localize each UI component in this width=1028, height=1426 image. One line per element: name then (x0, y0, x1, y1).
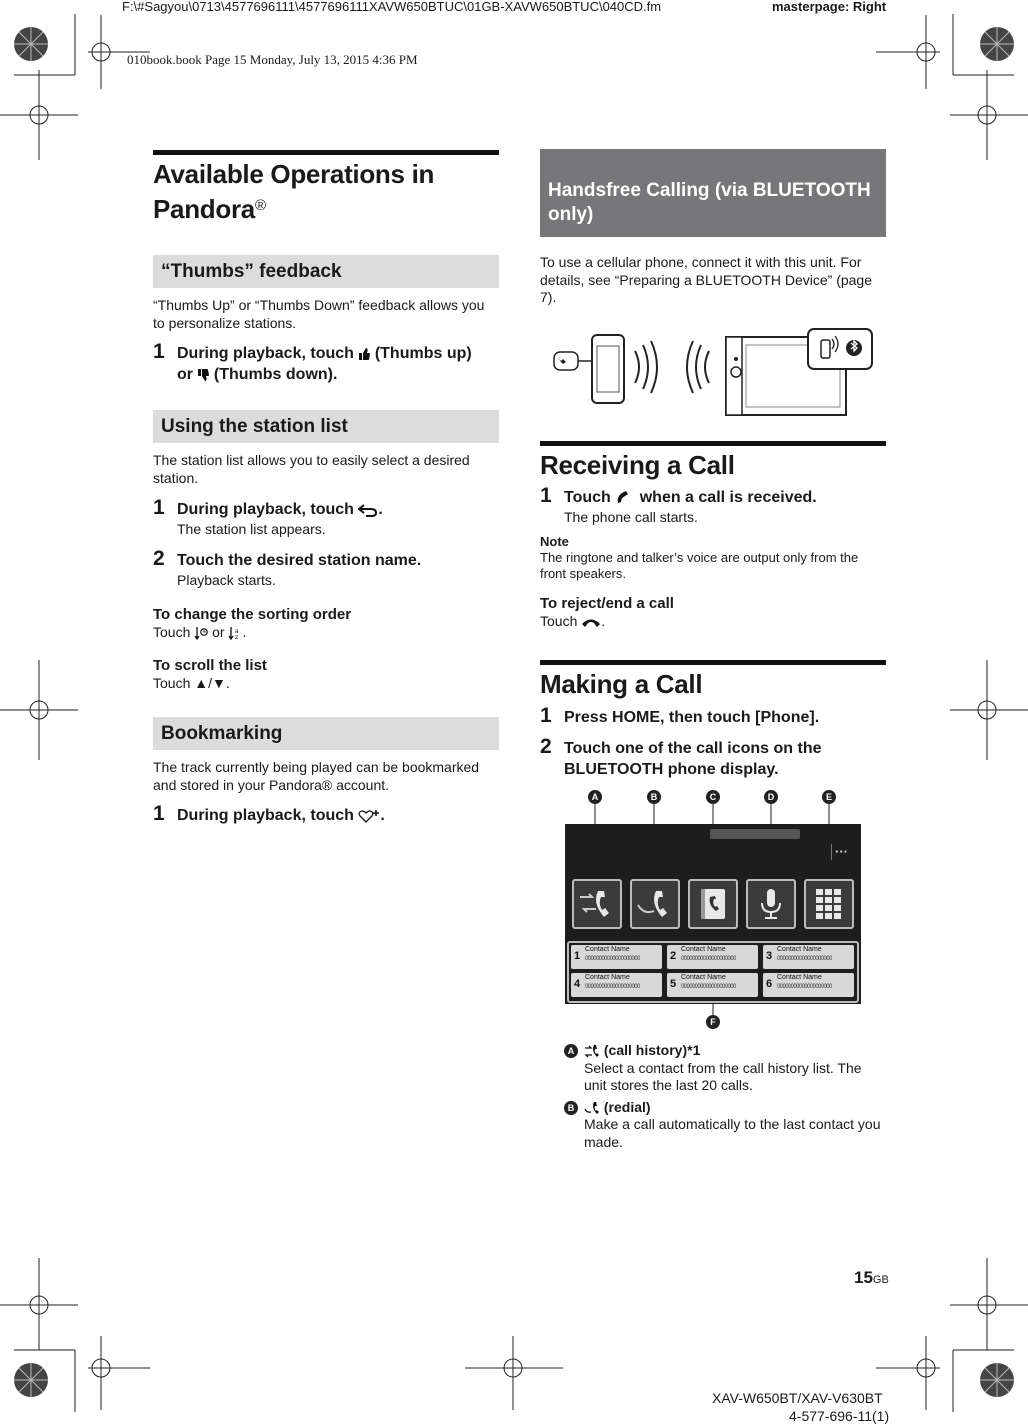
redial-button[interactable] (630, 879, 680, 929)
footer-model: XAV-W650BT/XAV-V630BT (712, 1390, 883, 1406)
callout-a: A (588, 790, 602, 804)
reject-call-text: Touch . (540, 612, 606, 629)
more-options-icon[interactable]: ··· (835, 844, 848, 859)
right-column (540, 149, 886, 1151)
station-step-2: 2 Touch the desired station name. Playback starts. (153, 547, 422, 588)
answer-call-icon (615, 489, 635, 505)
phonebook-icon (690, 881, 736, 927)
thumbs-up-icon (358, 347, 370, 361)
reject-call-title: To reject/end a call (540, 594, 674, 612)
station-step-1: 1 During playback, touch . The station list appears. (153, 496, 383, 537)
bluetooth-connection-illustration (540, 319, 886, 419)
contact-slot[interactable]: 2 Contact Name 00000000000000000000 (667, 945, 758, 969)
contact-slot[interactable]: 3 Contact Name 00000000000000000000 (763, 945, 854, 969)
end-call-icon (581, 615, 601, 629)
callout-e: E (822, 790, 836, 804)
call-history-button[interactable] (572, 879, 622, 929)
bookmark-intro: The track currently being played can be bookmarked and stored in your Pandora® account. (153, 759, 480, 793)
header-file-path: F:\#Sagyou\0713\4577696111\4577696111XAVW650BTUC\01GB-XAVW650BTUC\040CD.fm (122, 0, 662, 14)
sort-order-title: To change the sorting order (153, 606, 352, 623)
subheading-station-list: Using the station list (153, 410, 499, 443)
callout-d: D (764, 790, 778, 804)
section-title-receiving: Receiving a Call (540, 441, 886, 481)
contact-slot[interactable]: 5 Contact Name 00000000000000000000 (667, 973, 758, 997)
subheading-handsfree: Handsfree Calling (via BLUETOOTH only) (540, 149, 886, 237)
contact-slot[interactable]: 4 Contact Name 00000000000000000000 (571, 973, 662, 997)
subheading-bookmarking: Bookmarking (153, 717, 499, 750)
thumbs-intro: “Thumbs Up” or “Thumbs Down” feedback allows you to personalize stations. (153, 297, 485, 331)
contact-slot[interactable]: 6 Contact Name 00000000000000000000 (763, 973, 854, 997)
legend-item-b: B (redial) Make a call automatically to the last contact you made. (540, 1099, 886, 1152)
scroll-list-text: Touch ▲/▼. (153, 674, 230, 691)
legend-item-a: A (call history)*1 Select a contact from the call history list. The unit stores the last 20 calls. (540, 1042, 886, 1095)
left-column (153, 150, 499, 826)
thumbs-down-icon (197, 368, 209, 382)
contact-slot[interactable]: 1 Contact Name 00000000000000000000 (571, 945, 662, 969)
making-step-1: 1 Press HOME, then touch [Phone]. (540, 704, 820, 727)
scroll-list-title: To scroll the list (153, 656, 267, 674)
note-text: The ringtone and talker’s voice are output only from the front speakers. (540, 549, 859, 581)
footer-code: 4-577-696-11(1) (789, 1408, 890, 1424)
header-masterpage: masterpage: Right (772, 0, 887, 14)
header-book-line: 010book.book Page 15 Monday, July 13, 2015 4:36 PM (127, 52, 418, 67)
sort-alphabetical-icon (228, 626, 242, 640)
crosshair-tr (876, 15, 940, 89)
redial-icon (584, 1101, 600, 1115)
voice-dial-button[interactable] (746, 879, 796, 929)
bookmark-step-1: 1 During playback, touch . (153, 802, 385, 825)
thumbs-step-1: 1 During playback, touch (Thumbs up) or (Thumbs down). (153, 340, 472, 383)
call-history-icon (574, 881, 620, 927)
making-step-2: 2 Touch one of the call icons on the BLUETOOTH phone display. (540, 735, 822, 778)
dial-pad-icon (806, 881, 852, 927)
station-list-icon (358, 503, 378, 517)
station-intro: The station list allows you to easily select a desired station. (153, 452, 470, 486)
bookmark-heart-plus-icon (358, 809, 380, 823)
page-number: 15GB (854, 1268, 889, 1287)
status-bar-icons (710, 829, 800, 839)
svg-text:a: a (235, 628, 240, 635)
subheading-thumbs: “Thumbs” feedback (153, 255, 499, 288)
sort-by-date-icon (194, 626, 208, 640)
receiving-step-1: 1 Touch when a call is received. The phone call starts. (540, 483, 817, 525)
phone-screen (565, 824, 861, 1004)
svg-text:z: z (235, 634, 239, 640)
dial-pad-button[interactable] (804, 879, 854, 929)
phonebook-button[interactable] (688, 879, 738, 929)
handsfree-intro: To use a cellular phone, connect it with this unit. For details, see “Preparing a BLUETOOTH Device” (page 7). (540, 254, 872, 305)
call-history-icon (584, 1044, 600, 1058)
section-title-making: Making a Call (540, 660, 886, 700)
callout-c: C (706, 790, 720, 804)
callout-f: F (706, 1015, 720, 1029)
microphone-icon (748, 881, 794, 927)
sort-order-text: Touch or a z . (153, 624, 247, 640)
redial-icon (632, 881, 678, 927)
callout-b: B (647, 790, 661, 804)
phone-display-figure (540, 790, 886, 1042)
section-title-pandora: Available Operations in Pandora® (153, 150, 499, 225)
note-label: Note (540, 533, 569, 549)
